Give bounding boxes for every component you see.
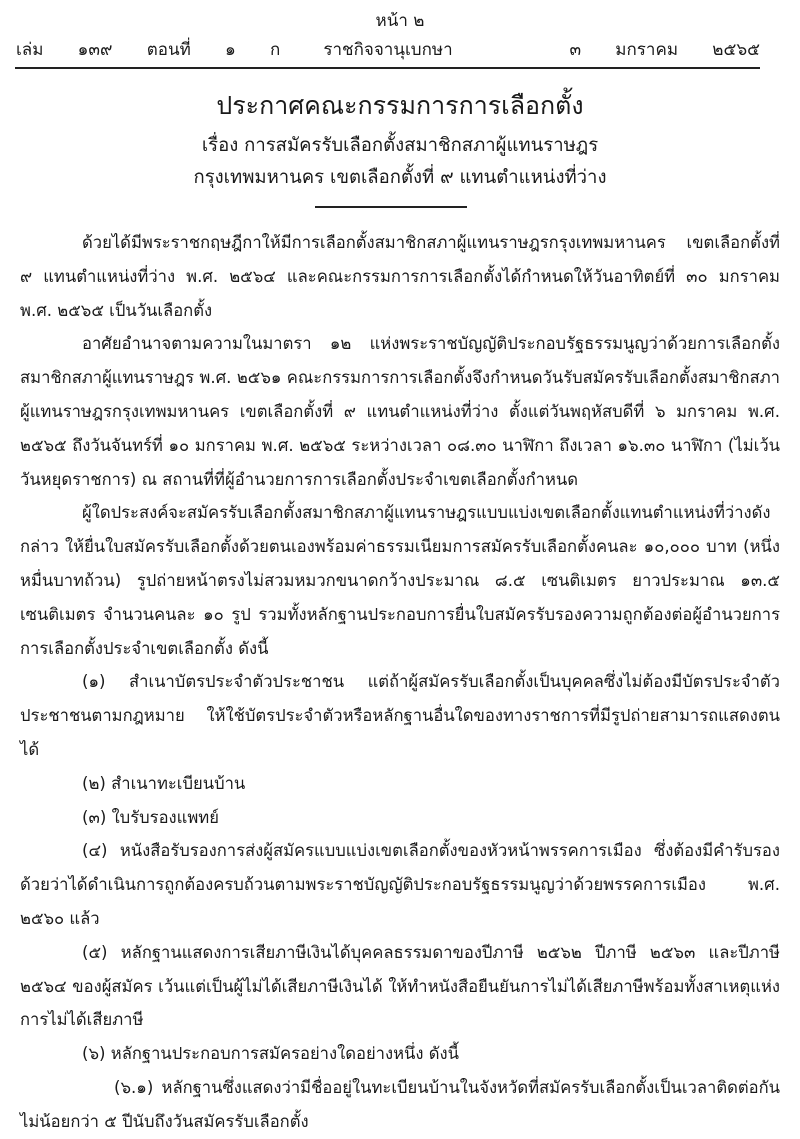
subitem-label: (๖.๑) [114, 1077, 154, 1097]
list-item [20, 801, 780, 835]
list-item [20, 834, 780, 935]
item-text: ใบรับรองแพทย์ [111, 807, 219, 827]
announcement-body [20, 226, 780, 1139]
announcement-subject-line-1: เรื่อง การสมัครรับเลือกตั้งสมาชิกสภาผู้แทนราษฎร [201, 135, 599, 156]
publication-date: ๓ มกราคม ๒๕๖๕ [569, 40, 760, 60]
item-text: สำเนาบัตรประจำตัวประชาชน แต่ถ้าผู้สมัครรับเลือกตั้งเป็นบุคคลซึ่งไม่ต้องมีบัตรประจำตัวประชาชนตามกฎหมาย ให้ใช้บัตรประจำตัวหรือหลักฐานอื่นใดของทางราชการที่มีรูปถ่ายสามารถแสดงตนได้ [20, 672, 780, 759]
item-label: (๑) [82, 672, 106, 692]
item-label: (๕) [82, 942, 108, 962]
gazette-header [16, 36, 760, 64]
item-text: หลักฐานประกอบการสมัครอย่างใดอย่างหนึ่ง ดังนี้ [110, 1044, 459, 1064]
announcement-subject-line-2: กรุงเทพมหานคร เขตเลือกตั้งที่ ๙ แทนตำแหน่งที่ว่าง [193, 167, 607, 188]
list-item [20, 936, 780, 1037]
item-label: (๓) [82, 807, 107, 827]
announcement-title: ประกาศคณะกรรมการการเลือกตั้ง [216, 91, 584, 120]
volume-issue: เล่ม ๑๓๙ ตอนที่ ๑ ก [16, 40, 281, 60]
paragraph-authority: อาศัยอำนาจตามความในมาตรา ๑๒ แห่งพระราชบัญญัติประกอบรัฐธรรมนูญว่าด้วยการเลือกตั้งสมาชิกสภาผู้แทนราษฎร พ.ศ. ๒๕๖๑ คณะกรรมการการเลือกตั้งจึงกำหนดวันรับสมัครรับเลือกตั้งสมาชิกสภาผู้แทนราษฎรกรุงเทพมหานคร เขตเลือกตั้งที่ ๙ แทนตำแหน่งที่ว่าง ตั้งแต่วันพฤหัสบดีที่ ๖ มกราคม พ.ศ. ๒๕๖๕ ถึงวันจันทร์ที่ ๑๐ มกราคม พ.ศ. ๒๕๖๕ ระหว่างเวลา ๐๘.๓๐ นาฬิกา ถึงเวลา ๑๖.๓๐ นาฬิกา (ไม่เว้นวันหยุดราชการ) ณ สถานที่ที่ผู้อำนวยการการเลือกตั้งประจำเขตเลือกตั้งกำหนด [20, 334, 780, 489]
paragraph-preamble: ด้วยได้มีพระราชกฤษฎีกาให้มีการเลือกตั้งสมาชิกสภาผู้แทนราษฎรกรุงเทพมหานคร เขตเลือกตั้งที่ ๙ แทนตำแหน่งที่ว่าง พ.ศ. ๒๕๖๔ และคณะกรรมการการเลือกตั้งได้กำหนดให้วันอาทิตย์ที่ ๓๐ มกราคม พ.ศ. ๒๕๖๕ เป็นวันเลือกตั้ง [20, 233, 780, 320]
subitem-text: หลักฐานซึ่งแสดงว่ามีชื่ออยู่ในทะเบียนบ้านในจังหวัดที่สมัครรับเลือกตั้งเป็นเวลาติดต่อกันไม่น้อยกว่า ๕ ปีนับถึงวันสมัครรับเลือกตั้ง [20, 1077, 780, 1131]
item-label: (๔) [82, 841, 108, 861]
item-label: (๖) [82, 1044, 106, 1064]
item-text: หนังสือรับรองการส่งผู้สมัครแบบแบ่งเขตเลือกตั้งของหัวหน้าพรรคการเมือง ซึ่งต้องมีคำรับรองด้วยว่าได้ดำเนินการถูกต้องครบถ้วนตามพระราชบัญญัติประกอบรัฐธรรมนูญว่าด้วยพรรคการเมือง พ.ศ. ๒๕๖๐ แล้ว [20, 841, 781, 928]
list-item [20, 767, 780, 801]
header-divider [15, 67, 760, 69]
publication-name: ราชกิจจานุเบกษา [323, 40, 453, 60]
page-number: หน้า ๒ [375, 11, 425, 31]
list-item [20, 665, 780, 766]
paragraph-requirements: ผู้ใดประสงค์จะสมัครรับเลือกตั้งสมาชิกสภาผู้แทนราษฎรแบบแบ่งเขตเลือกตั้งแทนตำแหน่งที่ว่างดังกล่าว ให้ยื่นใบสมัครรับเลือกตั้งด้วยตนเองพร้อมค่าธรรมเนียมการสมัครรับเลือกตั้งคนละ ๑๐,๐๐๐ บาท (หนึ่งหมื่นบาทถ้วน) รูปถ่ายหน้าตรงไม่สวมหมวกขนาดกว้างประมาณ ๘.๕ เซนติเมตร ยาวประมาณ ๑๓.๕ เซนติเมตร จำนวนคนละ ๑๐ รูป รวมทั้งหลักฐานประกอบการยื่นใบสมัครรับรองความถูกต้องต่อผู้อำนวยการการเลือกตั้งประจำเขตเลือกตั้ง ดังนี้ [20, 503, 780, 658]
sub-list-item [20, 1071, 780, 1139]
list-item [20, 1037, 780, 1071]
item-label: (๒) [82, 773, 106, 793]
item-text: หลักฐานแสดงการเสียภาษีเงินได้บุคคลธรรมดาของปีภาษี ๒๕๖๒ ปีภาษี ๒๕๖๓ และปีภาษี ๒๕๖๔ ของผู้สมัคร เว้นแต่เป็นผู้ไม่ได้เสียภาษีเงินได้ ให้ทำหนังสือยืนยันการไม่ได้เสียภาษีพร้อมทั้งสาเหตุแห่งการไม่ได้เสียภาษี [20, 942, 780, 1030]
item-text: สำเนาทะเบียนบ้าน [111, 773, 246, 793]
title-divider [315, 206, 467, 208]
